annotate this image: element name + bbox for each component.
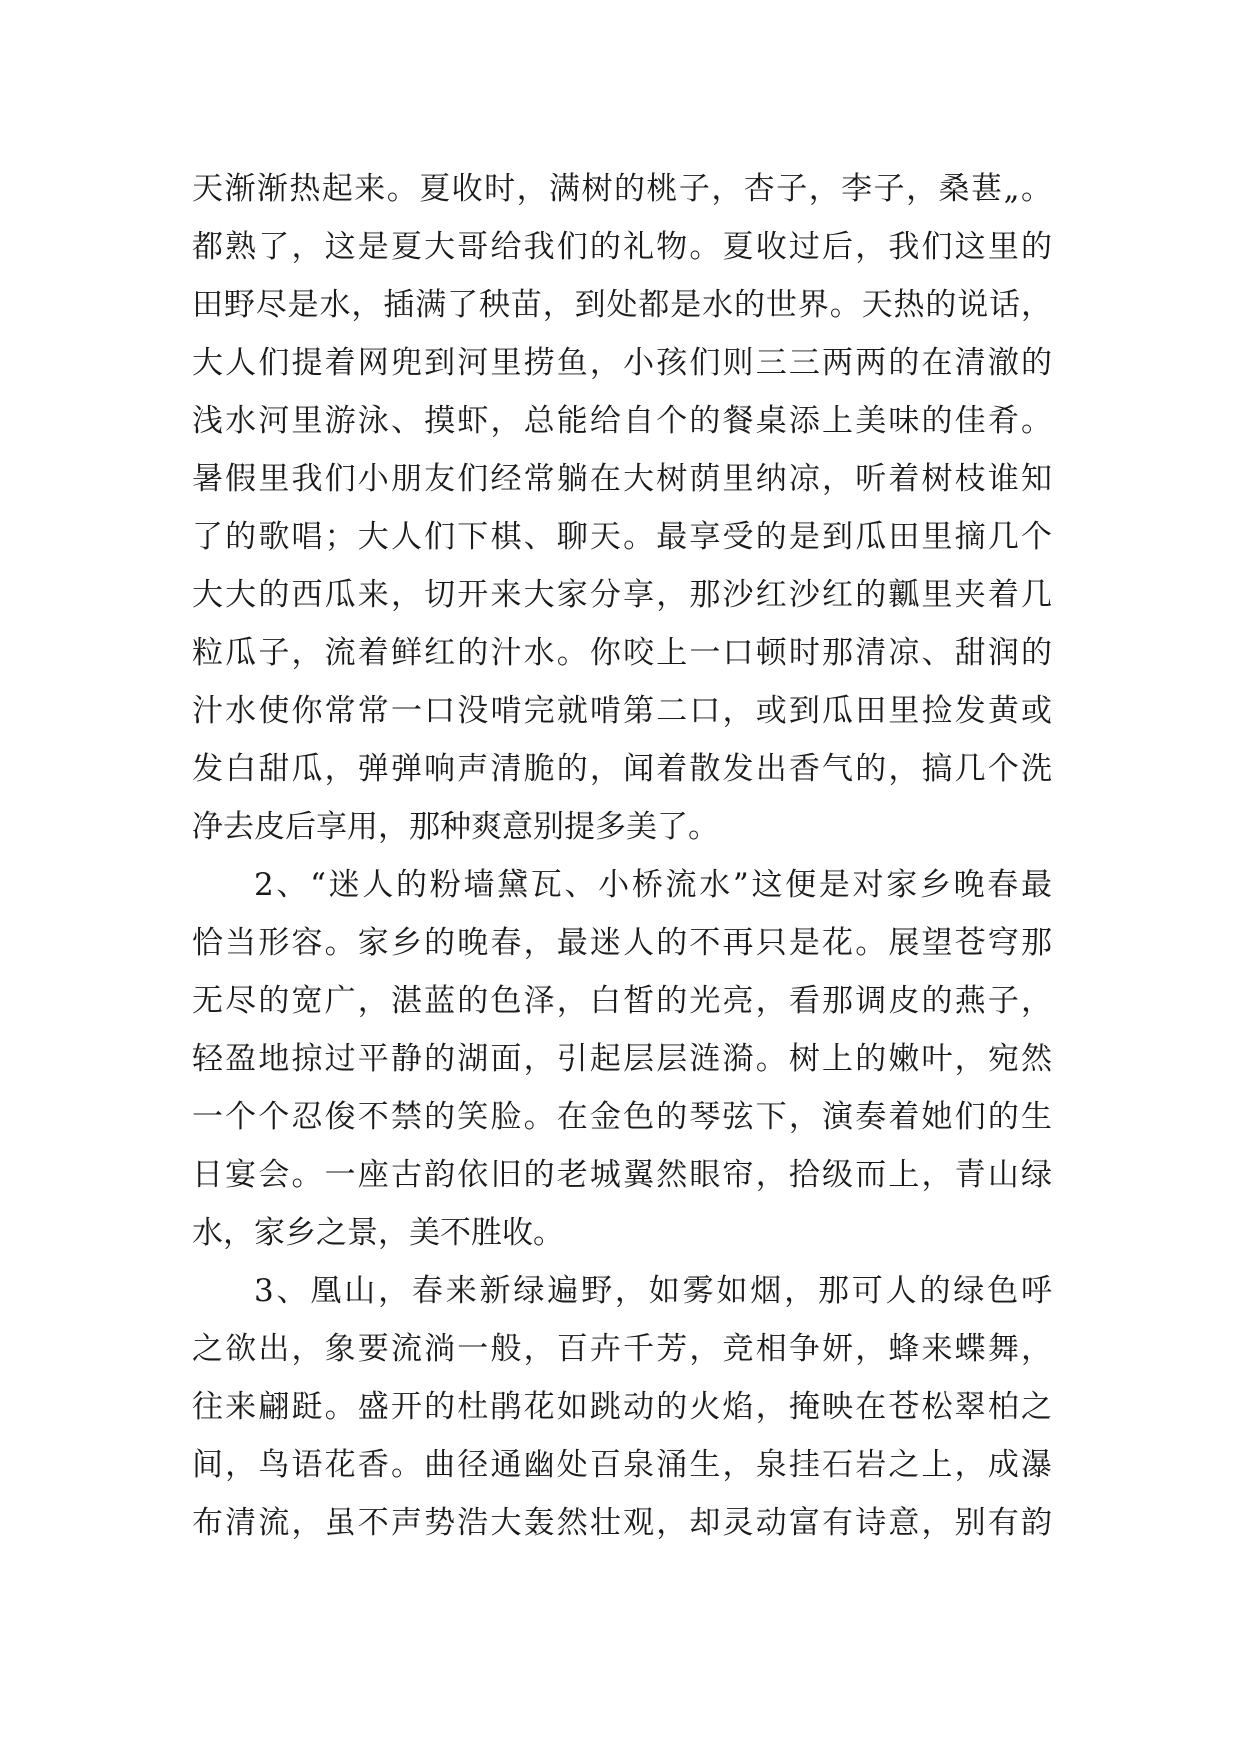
body-text bbox=[192, 160, 1052, 1552]
text-line: 都熟了，这是夏大哥给我们的礼物。夏收过后，我们这里的 bbox=[192, 229, 1052, 265]
text-line: 日宴会。一座古韵依旧的老城翼然眼帘，拾级而上，青山绿 bbox=[192, 1157, 1052, 1193]
text-line: 了的歌唱；大人们下棋、聊天。最享受的是到瓜田里摘几个 bbox=[192, 519, 1052, 555]
text-line: 轻盈地掠过平静的湖面，引起层层涟漪。树上的嫩叶，宛然 bbox=[192, 1041, 1052, 1077]
text-line: 天渐渐热起来。夏收时，满树的桃子，杏子，李子，桑葚„。 bbox=[192, 171, 1052, 207]
text-line: 暑假里我们小朋友们经常躺在大树荫里纳凉，听着树枝谁知 bbox=[192, 461, 1052, 497]
text-line: 发白甜瓜，弹弹响声清脆的，闻着散发出香气的，搞几个洗 bbox=[192, 751, 1052, 787]
text-line: 净去皮后享用，那种爽意别提多美了。 bbox=[192, 809, 719, 845]
text-line: 水，家乡之景，美不胜收。 bbox=[192, 1215, 564, 1251]
text-line: 汁水使你常常一口没啃完就啃第二口，或到瓜田里捡发黄或 bbox=[192, 693, 1052, 729]
text-line: 间，鸟语花香。曲径通幽处百泉涌生，泉挂石岩之上，成瀑 bbox=[192, 1447, 1052, 1483]
text-line: 大人们提着网兜到河里捞鱼，小孩们则三三两两的在清澈的 bbox=[192, 345, 1052, 381]
text-line: 恰当形容。家乡的晚春，最迷人的不再只是花。展望苍穹那 bbox=[192, 925, 1052, 961]
text-line: 大大的西瓜来，切开来大家分享，那沙红沙红的瓤里夹着几 bbox=[192, 577, 1052, 613]
text-line: 无尽的宽广，湛蓝的色泽，白皙的光亮，看那调皮的燕子， bbox=[192, 983, 1052, 1019]
text-line: 3、凰山，春来新绿遍野，如雾如烟，那可人的绿色呼 bbox=[254, 1273, 1052, 1309]
text-line: 田野尽是水，插满了秧苗，到处都是水的世界。天热的说话， bbox=[192, 287, 1052, 323]
text-line: 之欲出，象要流淌一般，百卉千芳，竞相争妍，蜂来蝶舞， bbox=[192, 1331, 1052, 1367]
text-line: 2、“迷人的粉墙黛瓦、小桥流水”这便是对家乡晚春最 bbox=[254, 867, 1052, 903]
text-line: 粒瓜子，流着鲜红的汁水。你咬上一口顿时那清凉、甜润的 bbox=[192, 635, 1052, 671]
text-line: 往来翩跹。盛开的杜鹃花如跳动的火焰，掩映在苍松翠柏之 bbox=[192, 1389, 1052, 1425]
text-line: 浅水河里游泳、摸虾，总能给自个的餐桌添上美味的佳肴。 bbox=[192, 403, 1052, 439]
text-line: 布清流，虽不声势浩大轰然壮观，却灵动富有诗意，别有韵 bbox=[192, 1505, 1052, 1541]
text-line: 一个个忍俊不禁的笑脸。在金色的琴弦下，演奏着她们的生 bbox=[192, 1099, 1052, 1135]
